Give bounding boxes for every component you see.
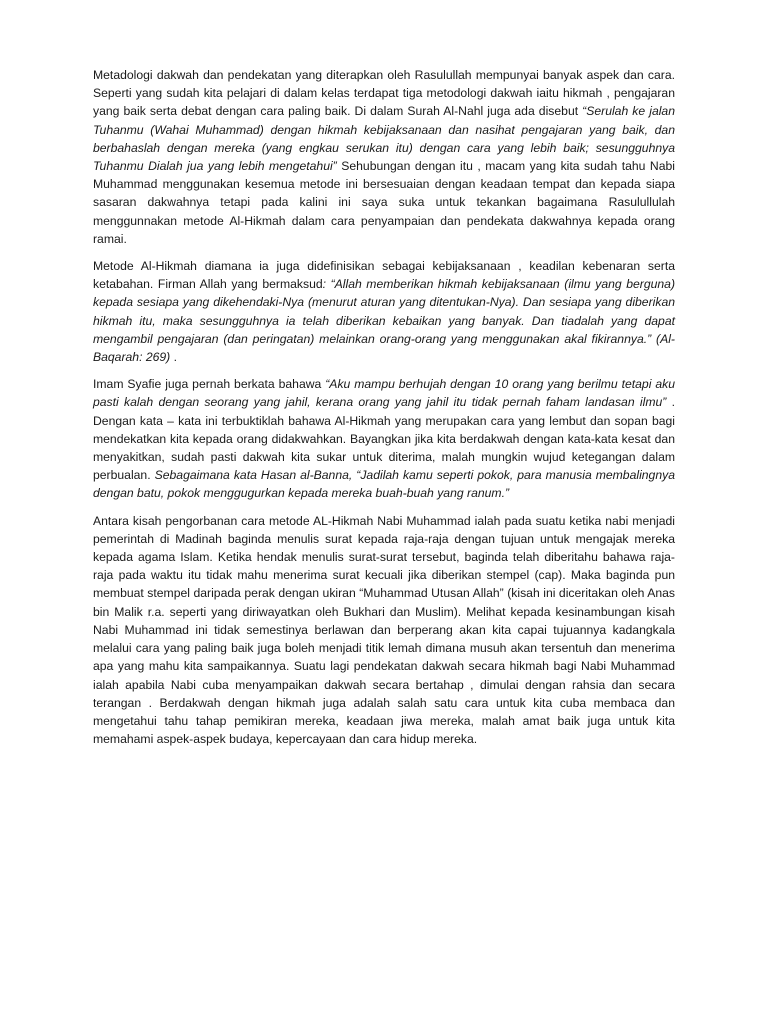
paragraph-2-text-2: . [170,350,178,365]
paragraph-1 [93,66,675,248]
document-page [93,66,675,757]
paragraph-2 [93,257,675,366]
paragraph-4 [93,512,675,749]
paragraph-3-text-2: . Dengan kata – kata ini terbuktiklah bahawa Al-Hikmah yang merupakan cara yang lembut dan sopan bagi mendekatkan kita kepada orang didakwahkan. Bayangkan jika kita berdakwah dengan kata-kata kesat dan menyakitkan, sudah pasti dakwah kita sukar untuk diterima, malah mungkin wujud ketegangan dalam perbualan. [93,395,675,483]
paragraph-2-quote-al-baqarah: : “Allah memberikan hikmah kebijaksanaan (ilmu yang berguna) kepada sesiapa yang dikehendaki-Nya (menurut aturan yang ditentukan-Nya). Dan sesiapa yang diberikan hikmah itu, maka sesungguhnya ia telah diberikan kebaikan yang banyak. Dan tiadalah yang dapat mengambil pengajaran (dan peringatan) melainkan orang-orang yang menggunakan akal fikirannya.” (Al-Baqarah: 269) [93,277,676,365]
paragraph-1-quote-surah-al-nahl: “Serulah ke jalan Tuhanmu (Wahai Muhammad) dengan hikmah kebijaksanaan dan nasihat pengajaran yang baik, dan berbahaslah dengan mereka (yang engkau serukan itu) dengan cara yang lebih baik; sesungguhnya Tuhanmu Dialah jua yang lebih mengetahui” [93,104,675,174]
paragraph-1-text-1: Metadologi dakwah dan pendekatan yang diterapkan oleh Rasulullah mempunyai banyak aspek dan cara. Seperti yang sudah kita pelajari di dalam kelas terdapat tiga metodologi dakwah iaitu hikmah , pengajaran yang baik serta debat dengan cara paling baik. Di dalam Surah Al-Nahl juga ada disebut [93,68,675,119]
paragraph-3 [93,375,675,502]
paragraph-2-text-1: Metode Al-Hikmah diamana ia juga didefinisikan sebagai kebijaksanaan , keadilan kebenaran serta ketabahan. Firman Allah yang bermaksud [93,259,675,292]
paragraph-3-text-1: Imam Syafie juga pernah berkata bahawa [93,377,326,392]
paragraph-3-quote-imam-syafie: “Aku mampu berhujah dengan 10 orang yang berilmu tetapi aku pasti kalah dengan seorang yang jahil, kerana orang yang jahil itu tidak pernah faham landasan ilmu” [93,377,675,410]
paragraph-3-quote-hasan-al-banna: Sebagaimana kata Hasan al-Banna, “Jadilah kamu seperti pokok, para manusia membalingnya dengan batu, pokok menggugurkan kepada mereka buah-buah yang ranum.” [93,468,675,501]
paragraph-1-text-2: Sehubungan dengan itu , macam yang kita sudah tahu Nabi Muhammad menggunakan kesemua metode ini bersesuaian dengan keadaan tempat dan kepada siapa sasaran dakwahnya tetapi pada kalini ini saya suka untuk tekankan bagaimana Rasulullulah menggunnakan metode Al-Hikmah dalam cara penyampaian dan pendekata dakwahnya kepada orang ramai. [93,159,675,246]
paragraph-4-text-1: Antara kisah pengorbanan cara metode AL-Hikmah Nabi Muhammad ialah pada suatu ketika nabi menjadi pemerintah di Madinah baginda menulis surat kepada raja-raja dengan tujuan untuk mengajak mereka kepada agama Islam. Ketika hendak menulis surat-surat tersebut, baginda telah diberitahu bahawa raja-raja pada waktu itu tidak mahu menerima surat kecuali jika diberikan stempel (cap). Maka baginda pun membuat stempel daripada perak dengan ukiran “Muhammad Utusan Allah” (kisah ini diceritakan oleh Anas bin Malik r.a. seperti yang diriwayatkan oleh Bukhari dan Muslim). Melihat kepada kesinambungan kisah Nabi Muhammad ini tidak semestinya berlawan dan berperang akan kita capai tujuannya kadangkala melalui cara yang paling baik juga boleh menjadi titik lemah dimana musuh akan tersentuh dan menerima apa yang mahu kita sampaikannya. Suatu lagi pendekatan dakwah secara hikmah bagi Nabi Muhammad ialah apabila Nabi cuba menyampaikan dakwah secara bertahap , dimulai dengan rahsia dan secara terangan . Berdakwah dengan hikmah juga adalah salah satu cara untuk kita cuba membaca dan mengetahui tahu tahap pemikiran mereka, keadaan jiwa mereka, malah amat baik juga untuk kita memahami aspek-aspek budaya, kepercayaan dan cara hidup mereka. [93,513,675,747]
